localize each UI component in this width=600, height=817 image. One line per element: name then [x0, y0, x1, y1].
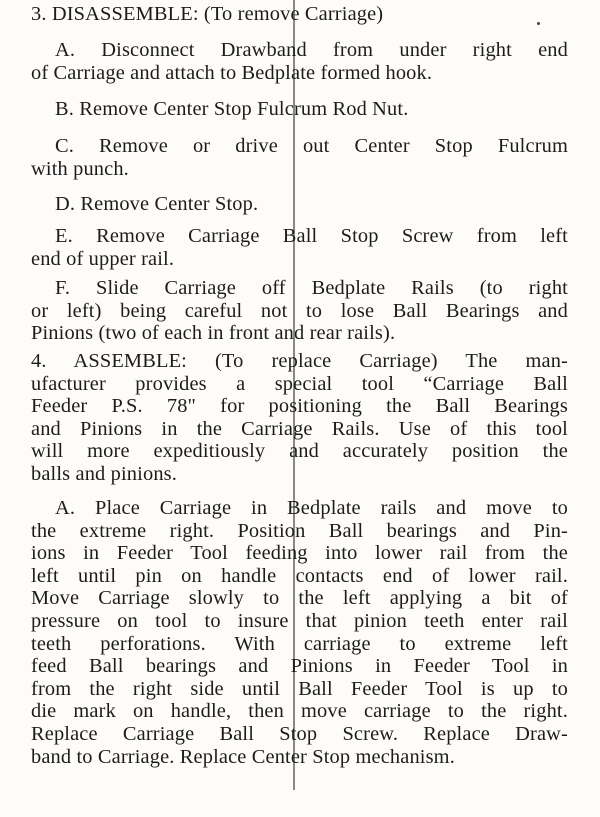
text-line: C. Remove or drive out Center Stop Fulcrum	[55, 135, 568, 157]
text-line: will more expeditiously and accurately position the	[31, 440, 568, 463]
text-line: band to Carriage. Replace Center Stop mechanism.	[31, 745, 455, 768]
step-3a	[31, 39, 568, 84]
step-3f	[31, 277, 568, 345]
text-line: of Carriage and attach to Bedplate formed hook.	[31, 61, 433, 84]
text-line: A. Place Carriage in Bedplate rails and move to	[55, 497, 568, 519]
text-line: Feeder P.S. 78" for positioning the Ball Bearings	[31, 395, 568, 418]
step-3d	[31, 193, 568, 216]
text-line: ions in Feeder Tool feeding into lower rail from the	[31, 542, 568, 565]
text-line: feed Ball bearings and Pinions in Feeder Tool in	[31, 655, 568, 678]
text-line: F. Slide Carriage off Bedplate Rails (to right	[55, 277, 568, 299]
text-line: teeth perforations. With carriage to extreme left	[31, 632, 568, 655]
text-line: with punch.	[31, 157, 129, 180]
text-line: die mark on handle, then move carriage to the right.	[31, 700, 568, 723]
text-line: pressure on tool to insure that pinion teeth enter rail	[31, 609, 568, 632]
text-line: 3. DISASSEMBLE: (To remove Carriage)	[31, 3, 384, 25]
text-line: or left) being careful not to lose Ball Bearings and	[31, 299, 568, 322]
text-line: B. Remove Center Stop Fulcrum Rod Nut.	[55, 98, 409, 120]
text-line: E. Remove Carriage Ball Stop Screw from left	[55, 225, 568, 247]
text-line: 4. ASSEMBLE: (To replace Carriage) The man-	[31, 350, 568, 372]
text-line: balls and pinions.	[31, 462, 177, 485]
text-line: D. Remove Center Stop.	[55, 193, 259, 215]
heading-disassemble	[31, 3, 568, 26]
text-line: Replace Carriage Ball Stop Screw. Replace Draw-	[31, 722, 568, 745]
step-3c	[31, 135, 568, 180]
text-line: from the right side until Ball Feeder Tool is up to	[31, 677, 568, 700]
heading-assemble	[31, 350, 568, 486]
text-line: and Pinions in the Carriage Rails. Use of this tool	[31, 417, 568, 440]
step-3e	[31, 225, 568, 270]
step-3b	[31, 98, 568, 121]
text-line: Move Carriage slowly to the left applying a bit of	[31, 587, 568, 610]
text-line: A. Disconnect Drawband from under right end	[55, 39, 568, 61]
text-line: Pinions (two of each in front and rear rails).	[31, 322, 396, 345]
text-line: ufacturer provides a special tool “Carriage Ball	[31, 372, 568, 395]
text-line: left until pin on handle contacts end of lower rail.	[31, 564, 568, 587]
step-4a	[31, 497, 568, 768]
text-line: the extreme right. Position Ball bearings and Pin-	[31, 519, 568, 542]
text-line: end of upper rail.	[31, 247, 175, 270]
